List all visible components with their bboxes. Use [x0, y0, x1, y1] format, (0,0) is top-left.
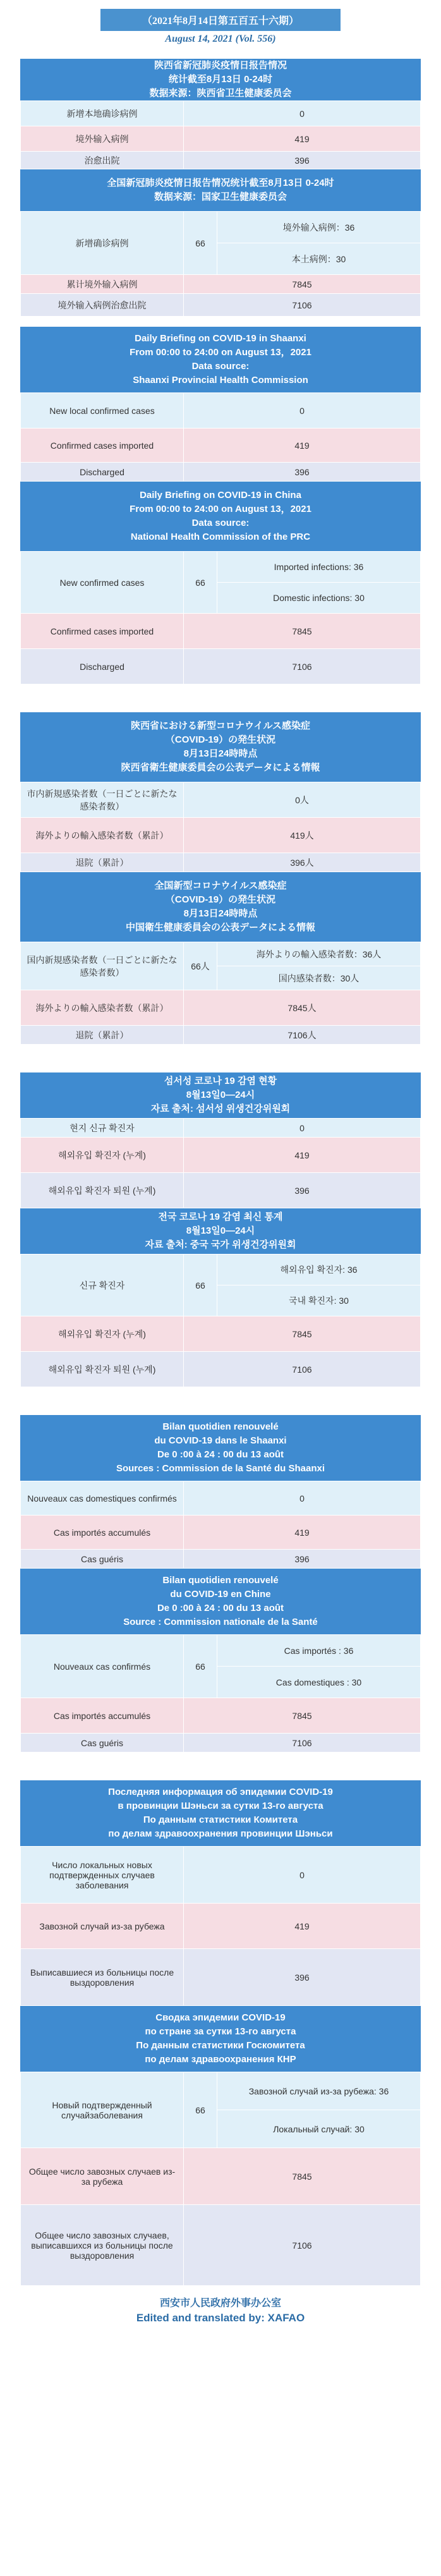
- table-row: [21, 1138, 421, 1173]
- row-label: 退院（累計）: [21, 1026, 184, 1045]
- row-label: Число локальных новых подтвержденных случаев заболевания: [21, 1847, 184, 1904]
- table-row: [21, 552, 421, 583]
- national-table: [20, 211, 421, 317]
- national-table: [20, 2072, 421, 2286]
- table-row: [21, 1516, 421, 1550]
- table-row: [21, 2072, 421, 2110]
- table-row: [21, 1173, 421, 1208]
- row-label: 해외유입 확진자 퇴원 (누계): [21, 1352, 184, 1387]
- new-cases-value: 66: [184, 552, 217, 614]
- section-fr: [20, 1415, 421, 1753]
- row-value: 396人: [184, 853, 421, 872]
- row-label: 境外输入病例治愈出院: [21, 294, 184, 317]
- table-row: [21, 1949, 421, 2006]
- national-header-line: De 0 :00 à 24 : 00 du 13 août: [157, 1603, 284, 1613]
- row-label: Общее число завозных случаев, выписавшихся из больницы после выздоровления: [21, 2205, 184, 2286]
- province-table: [20, 1481, 421, 1569]
- row-value: 396: [184, 463, 421, 482]
- row-label: Cas guéris: [21, 1734, 184, 1753]
- row-value: 0: [184, 1119, 421, 1138]
- row-value: 7845: [184, 1316, 421, 1352]
- province-table: [20, 782, 421, 872]
- row-value: 0: [184, 1847, 421, 1904]
- table-row: [21, 275, 421, 294]
- new-cases-label: 新增确诊病例: [21, 212, 184, 275]
- table-row: [21, 614, 421, 649]
- row-label: 新增本地确诊病例: [21, 101, 184, 126]
- table-row: [21, 2205, 421, 2286]
- province-header-line: Shaanxi Provincial Health Commission: [133, 375, 308, 386]
- national-table: [20, 942, 421, 1045]
- table-row: [21, 942, 421, 966]
- national-header-line: Data source:: [191, 518, 250, 528]
- national-header-line: 8月13日24時時点: [183, 908, 258, 919]
- table-row: [21, 1026, 421, 1045]
- domestic-cases: 本土病例：30: [217, 243, 421, 275]
- province-header-line: 8月13日24時時点: [183, 748, 258, 759]
- row-value: 0: [184, 101, 421, 126]
- table-row: [21, 990, 421, 1026]
- national-header: [20, 482, 421, 551]
- national-header-line: Сводка эпидемии COVID-19: [155, 2012, 286, 2023]
- section-ja: [20, 712, 421, 1045]
- row-value: 419: [184, 1516, 421, 1550]
- row-value: 7845: [184, 275, 421, 294]
- row-label: Cas guéris: [21, 1550, 184, 1569]
- province-header: [20, 712, 421, 782]
- table-row: [21, 294, 421, 317]
- province-header-line: 统计截至8月13日 0-24时: [168, 74, 273, 85]
- row-label: Общее число завозных случаев из-за рубежа: [21, 2148, 184, 2205]
- national-header-line: Bilan quotidien renouvelé: [162, 1575, 279, 1586]
- imported-cases: Завозной случай из-за рубежа: 36: [217, 2072, 421, 2110]
- national-header-line: 全国新型コロナウイルス感染症: [154, 880, 287, 891]
- province-header-line: в провинции Шэньси за сутки 13-го августа: [118, 1801, 323, 1811]
- row-value: 0: [184, 393, 421, 428]
- table-row: [21, 463, 421, 482]
- footer: [0, 2295, 441, 2324]
- table-row: [21, 101, 421, 126]
- new-cases-value: 66: [184, 1635, 217, 1698]
- province-header-line: Daily Briefing on COVID-19 in Shaanxi: [135, 333, 306, 344]
- province-header: [20, 1415, 421, 1481]
- imported-cases: 境外输入病例：36: [217, 212, 421, 243]
- new-cases-value: 66人: [184, 942, 217, 990]
- province-header-line: De 0 :00 à 24 : 00 du 13 août: [157, 1449, 284, 1460]
- row-label: Confirmed cases imported: [21, 614, 184, 649]
- row-value: 7845: [184, 614, 421, 649]
- province-header-line: 陝西省における新型コロナウイルス感染症: [130, 720, 311, 731]
- table-row: [21, 212, 421, 243]
- row-label: Nouveaux cas domestiques confirmés: [21, 1481, 184, 1516]
- national-table: [20, 1254, 421, 1387]
- national-header-line: 数据来源：国家卫生健康委员会: [154, 191, 287, 202]
- row-value: 419: [184, 126, 421, 152]
- table-row: [21, 1847, 421, 1904]
- row-value: 7106人: [184, 1026, 421, 1045]
- table-row: [21, 393, 421, 428]
- row-label: 해외유입 확진자 퇴원 (누계): [21, 1173, 184, 1208]
- row-label: 海外よりの輸入感染者数（累計）: [21, 818, 184, 853]
- province-header-line: 陝西省衛生健康委員会の公表データによる情報: [121, 762, 320, 773]
- row-value: 396: [184, 152, 421, 169]
- table-row: [21, 126, 421, 152]
- new-cases-label: Nouveaux cas confirmés: [21, 1635, 184, 1698]
- national-header: [20, 169, 421, 211]
- table-row: [21, 1635, 421, 1667]
- province-header-line: 8월13일0—24시: [186, 1090, 255, 1100]
- national-header-line: du COVID-19 en Chine: [170, 1589, 271, 1600]
- row-value: 7106: [184, 2205, 421, 2286]
- row-label: New local confirmed cases: [21, 393, 184, 428]
- national-header-line: （COVID-19）の発生状況: [165, 894, 276, 905]
- province-table: [20, 1118, 421, 1208]
- province-header-line: From 00:00 to 24:00 on August 13，2021: [130, 347, 311, 358]
- new-cases-label: Новый подтвержденный случайзаболевания: [21, 2072, 184, 2148]
- national-header-line: 全国新冠肺炎疫情日报告情况统计截至8月13日 0-24时: [107, 178, 334, 188]
- row-value: 396: [184, 1949, 421, 2006]
- row-value: 7845人: [184, 990, 421, 1026]
- footer-org: 西安市人民政府外事办公室: [159, 2298, 281, 2309]
- row-value: 7106: [184, 294, 421, 317]
- section-ru: [20, 1780, 421, 2286]
- national-table: [20, 1634, 421, 1753]
- province-header-line: 섬서성 코로나 19 감염 현황: [164, 1076, 277, 1086]
- province-header-line: 数据来源：陕西省卫生健康委员会: [149, 88, 292, 99]
- row-value: 419: [184, 428, 421, 463]
- table-row: [21, 1119, 421, 1138]
- province-header-line: по делам здравоохранения провинции Шэньси: [108, 1828, 333, 1839]
- issue-subtitle: August 14, 2021 (Vol. 556): [165, 33, 276, 44]
- row-value: 7845: [184, 1698, 421, 1734]
- row-label: 海外よりの輸入感染者数（累計）: [21, 990, 184, 1026]
- imported-cases: 海外よりの輸入感染者数：36人: [217, 942, 421, 966]
- row-label: 해외유입 확진자 (누계): [21, 1316, 184, 1352]
- national-header-line: по стране за сутки 13-го августа: [145, 2026, 296, 2037]
- row-value: 419人: [184, 818, 421, 853]
- domestic-cases: Domestic infections: 30: [217, 583, 421, 614]
- section-zh: [20, 59, 421, 317]
- new-cases-value: 66: [184, 212, 217, 275]
- row-label: Cas importés accumulés: [21, 1516, 184, 1550]
- row-label: Cas importés accumulés: [21, 1698, 184, 1734]
- national-header: [20, 1569, 421, 1634]
- imported-cases: Cas importés : 36: [217, 1635, 421, 1667]
- new-cases-label: New confirmed cases: [21, 552, 184, 614]
- table-row: [21, 818, 421, 853]
- new-cases-value: 66: [184, 1255, 217, 1316]
- national-header-line: Daily Briefing on COVID-19 in China: [140, 490, 301, 501]
- row-label: 현지 신규 확진자: [21, 1119, 184, 1138]
- national-header-line: 자료 출처: 중국 국가 위생건강위원회: [145, 1239, 296, 1250]
- table-row: [21, 1698, 421, 1734]
- domestic-cases: 국내 확진자: 30: [217, 1285, 421, 1316]
- province-header: [20, 1780, 421, 1846]
- row-label: Confirmed cases imported: [21, 428, 184, 463]
- section-ko: [20, 1072, 421, 1387]
- row-label: 境外输入病例: [21, 126, 184, 152]
- table-row: [21, 152, 421, 169]
- province-header-line: Bilan quotidien renouvelé: [162, 1421, 279, 1432]
- issue-banner: （2021年8月14日第五百五十六期）: [100, 9, 341, 31]
- row-label: Discharged: [21, 463, 184, 482]
- national-table: [20, 551, 421, 684]
- new-cases-value: 66: [184, 2072, 217, 2148]
- province-table: [20, 100, 421, 169]
- province-table: [20, 1846, 421, 2006]
- national-header-line: 中国衛生健康委員会の公表データによる情報: [125, 922, 315, 933]
- footer-credit: Edited and translated by: XAFAO: [136, 2312, 305, 2324]
- row-value: 0: [184, 1481, 421, 1516]
- province-header-line: Data source:: [191, 361, 250, 372]
- table-row: [21, 1481, 421, 1516]
- row-value: 396: [184, 1173, 421, 1208]
- row-label: Выписавшиеся из больницы после выздоровления: [21, 1949, 184, 2006]
- row-value: 7106: [184, 1352, 421, 1387]
- row-label: Discharged: [21, 649, 184, 684]
- national-header: [20, 872, 421, 942]
- table-row: [21, 1316, 421, 1352]
- national-header: [20, 1208, 421, 1254]
- province-header-line: Sources : Commission de la Santé du Shaanxi: [116, 1463, 325, 1474]
- province-header-line: По данным статистики Комитета: [143, 1814, 298, 1825]
- imported-cases: Imported infections: 36: [217, 552, 421, 583]
- table-row: [21, 1255, 421, 1285]
- province-header-line: Последняя информация об эпидемии COVID-19: [108, 1787, 333, 1797]
- row-label: Завозной случай из-за рубежа: [21, 1904, 184, 1949]
- province-header-line: 陕西省新冠肺炎疫情日报告情况: [154, 60, 287, 71]
- province-table: [20, 392, 421, 482]
- table-row: [21, 1550, 421, 1569]
- row-value: 7106: [184, 649, 421, 684]
- row-value: 0人: [184, 782, 421, 818]
- national-header-line: National Health Commission of the PRC: [130, 532, 311, 542]
- national-header-line: From 00:00 to 24:00 on August 13，2021: [130, 504, 311, 514]
- domestic-cases: 国内感染者数：30人: [217, 966, 421, 990]
- domestic-cases: Локальный случай: 30: [217, 2110, 421, 2148]
- table-row: [21, 853, 421, 872]
- row-value: 419: [184, 1904, 421, 1949]
- row-label: 해외유입 확진자 (누계): [21, 1138, 184, 1173]
- national-header-line: по делам здравоохранения КНР: [145, 2054, 296, 2065]
- row-label: 市内新規感染者数（一日ごとに新たな感染者数）: [21, 782, 184, 818]
- table-row: [21, 782, 421, 818]
- table-row: [21, 2148, 421, 2205]
- row-value: 396: [184, 1550, 421, 1569]
- table-row: [21, 1904, 421, 1949]
- new-cases-label: 신규 확진자: [21, 1255, 184, 1316]
- province-header: [20, 59, 421, 100]
- province-header-line: du COVID-19 dans le Shaanxi: [154, 1435, 287, 1446]
- national-header-line: 전국 코로나 19 감염 최신 통계: [158, 1212, 283, 1222]
- national-header: [20, 2006, 421, 2072]
- table-row: [21, 1352, 421, 1387]
- row-label: 退院（累計）: [21, 853, 184, 872]
- row-value: 7845: [184, 2148, 421, 2205]
- new-cases-label: 国内新規感染者数（一日ごとに新たな感染者数）: [21, 942, 184, 990]
- province-header: [20, 1072, 421, 1118]
- imported-cases: 해외유입 확진자: 36: [217, 1255, 421, 1285]
- province-header-line: （COVID-19）の発生状況: [165, 734, 276, 745]
- national-header-line: По данным статистики Госкомитета: [136, 2040, 305, 2051]
- national-header-line: 8월13일0—24시: [186, 1225, 255, 1236]
- province-header-line: 자료 출처: 섬서성 위생건강위원회: [150, 1103, 291, 1114]
- domestic-cases: Cas domestiques : 30: [217, 1667, 421, 1698]
- section-en: [20, 327, 421, 684]
- province-header: [20, 327, 421, 392]
- table-row: [21, 428, 421, 463]
- table-row: [21, 649, 421, 684]
- row-label: 累计境外输入病例: [21, 275, 184, 294]
- national-header-line: Source : Commission nationale de la Santé: [123, 1617, 318, 1627]
- row-value: 419: [184, 1138, 421, 1173]
- row-label: 治愈出院: [21, 152, 184, 169]
- row-value: 7106: [184, 1734, 421, 1753]
- table-row: [21, 1734, 421, 1753]
